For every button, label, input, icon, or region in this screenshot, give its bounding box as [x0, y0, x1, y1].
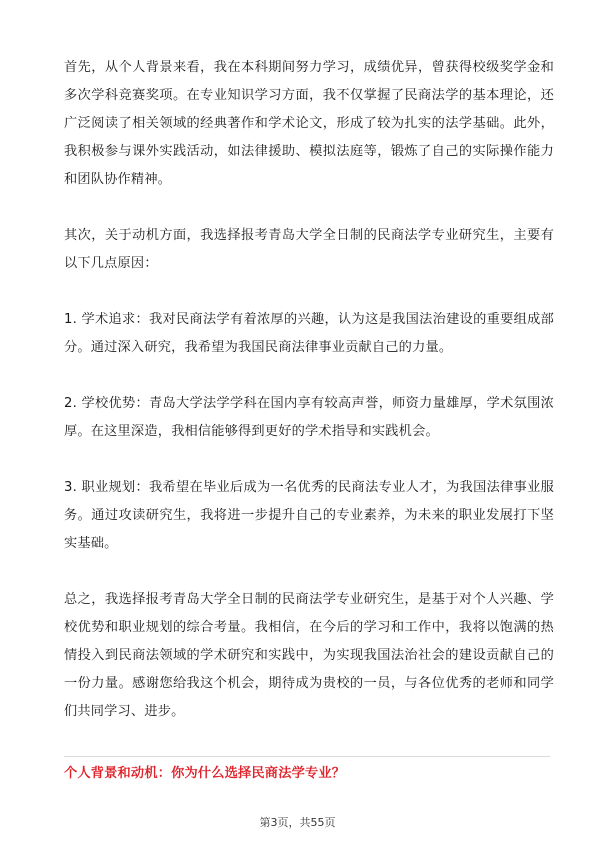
- paragraph-conclusion: 总之，我选择报考青岛大学全日制的民商法学专业研究生，是基于对个人兴趣、学校优势和职业规划的综合考量。我相信，在今后的学习和工作中，我将以饱满的热情投入到民商法领域的学术研究和实践中，为实现我国法治社会的建设贡献自己的一份力量。感谢您给我这个机会，期待成为贵校的一员，与各位优秀的老师和同学们共同学习、进步。: [64, 592, 554, 719]
- section-divider: [64, 756, 550, 757]
- paragraph-reason-school: 2. 学校优势：青岛大学法学学科在国内享有较高声誉，师资力量雄厚，学术氛围浓厚。在这里深造，我相信能够得到更好的学术指导和实践机会。: [64, 396, 554, 439]
- paragraph-background: 首先，从个人背景来看，我在本科期间努力学习，成绩优异，曾获得校级奖学金和多次学科竞赛奖项。在专业知识学习方面，我不仅掌握了民商法学的基本理论，还广泛阅读了相关领域的经典著作和学术论文，形成了较为扎实的法学基础。此外，我积极参与课外实践活动，如法律援助、模拟法庭等，锻炼了自己的实际操作能力和团队协作精神。: [64, 60, 554, 187]
- page-number-footer: 第3页，共55页: [259, 816, 336, 829]
- paragraph-reason-career: 3. 职业规划：我希望在毕业后成为一名优秀的民商法专业人才，为我国法律事业服务。通过攻读研究生，我将进一步提升自己的专业素养，为未来的职业发展打下坚实基础。: [64, 480, 554, 551]
- paragraph-motivation-intro: 其次，关于动机方面，我选择报考青岛大学全日制的民商法学专业研究生，主要有以下几点原因：: [64, 228, 554, 271]
- page-body: [64, 54, 554, 726]
- paragraph-reason-academic: 1. 学术追求：我对民商法学有着浓厚的兴趣，认为这是我国法治建设的重要组成部分。通过深入研究，我希望为我国民商法律事业贡献自己的力量。: [64, 312, 554, 355]
- section-heading: 个人背景和动机：你为什么选择民商法学专业？: [64, 766, 346, 781]
